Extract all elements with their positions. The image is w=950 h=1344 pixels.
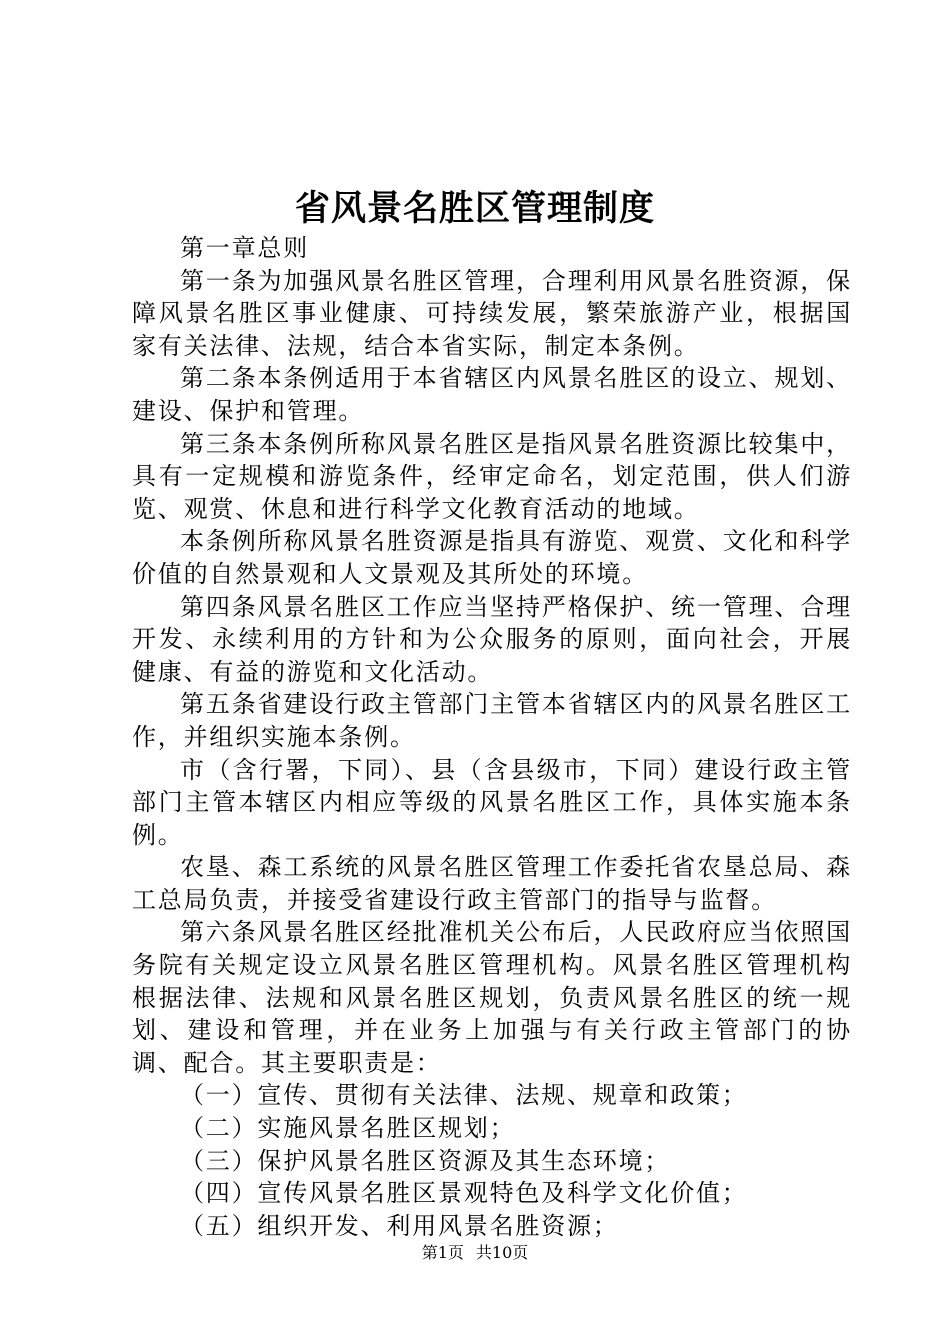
list-item-duty-3: （三）保护风景名胜区资源及其生态环境；: [180, 1146, 671, 1175]
paragraph-article-1: 第一条为加强风景名胜区管理，合理利用风景名胜资源，保障风景名胜区事业健康、可持续发展，繁荣旅游产业，根据国家有关法律、法规，结合本省实际，制定本条例。: [132, 266, 852, 360]
paragraph-article-5: 第五条省建设行政主管部门主管本省辖区内的风景名胜区工作，并组织实施本条例。: [132, 690, 852, 751]
chapter-heading: 第一章总则: [180, 234, 309, 262]
paragraph-article-2: 第二条本条例适用于本省辖区内风景名胜区的设立、规划、建设、保护和管理。: [132, 364, 852, 425]
paragraph-article-6: 第六条风景名胜区经批准机关公布后，人民政府应当依照国务院有关规定设立风景名胜区管理机构。风景名胜区管理机构根据法律、法规和风景名胜区规划，负责风景名胜区的统一规划、建设和管理，并在业务上加强与有关行政主管部门的协调、配合。其主要职责是：: [132, 918, 852, 1077]
document-body: [132, 232, 852, 1242]
paragraph-article-5-city-county: 市（含行署，下同）、县（含县级市，下同）建设行政主管部门主管本辖区内相应等级的风景名胜区工作，具体实施本条例。: [132, 755, 852, 849]
list-item-duty-1: （一）宣传、贯彻有关法律、法规、规章和政策；: [180, 1081, 748, 1110]
page-footer: [0, 1242, 950, 1264]
list-item-duty-4: （四）宣传风景名胜区景观特色及科学文化价值；: [180, 1179, 748, 1208]
page-number: 第1页: [421, 1243, 464, 1262]
document-title: 省风景名胜区管理制度: [294, 188, 655, 229]
list-item-duty-5: （五）组织开发、利用风景名胜资源；: [180, 1211, 619, 1240]
page-total: 共10页: [475, 1243, 529, 1262]
paragraph-article-5-reclamation: 农垦、森工系统的风景名胜区管理工作委托省农垦总局、森工总局负责，并接受省建设行政主管部门的指导与监督。: [132, 853, 852, 914]
paragraph-article-3: 第三条本条例所称风景名胜区是指风景名胜资源比较集中，具有一定规模和游览条件，经审定命名，划定范围，供人们游览、观赏、休息和进行科学文化教育活动的地域。: [132, 429, 852, 523]
paragraph-article-4: 第四条风景名胜区工作应当坚持严格保护、统一管理、合理开发、永续利用的方针和为公众服务的原则，面向社会，开展健康、有益的游览和文化活动。: [132, 592, 852, 686]
paragraph-article-3-resources: 本条例所称风景名胜资源是指具有游览、观赏、文化和科学价值的自然景观和人文景观及其所处的环境。: [132, 527, 852, 588]
list-item-duty-2: （二）实施风景名胜区规划；: [180, 1114, 516, 1143]
